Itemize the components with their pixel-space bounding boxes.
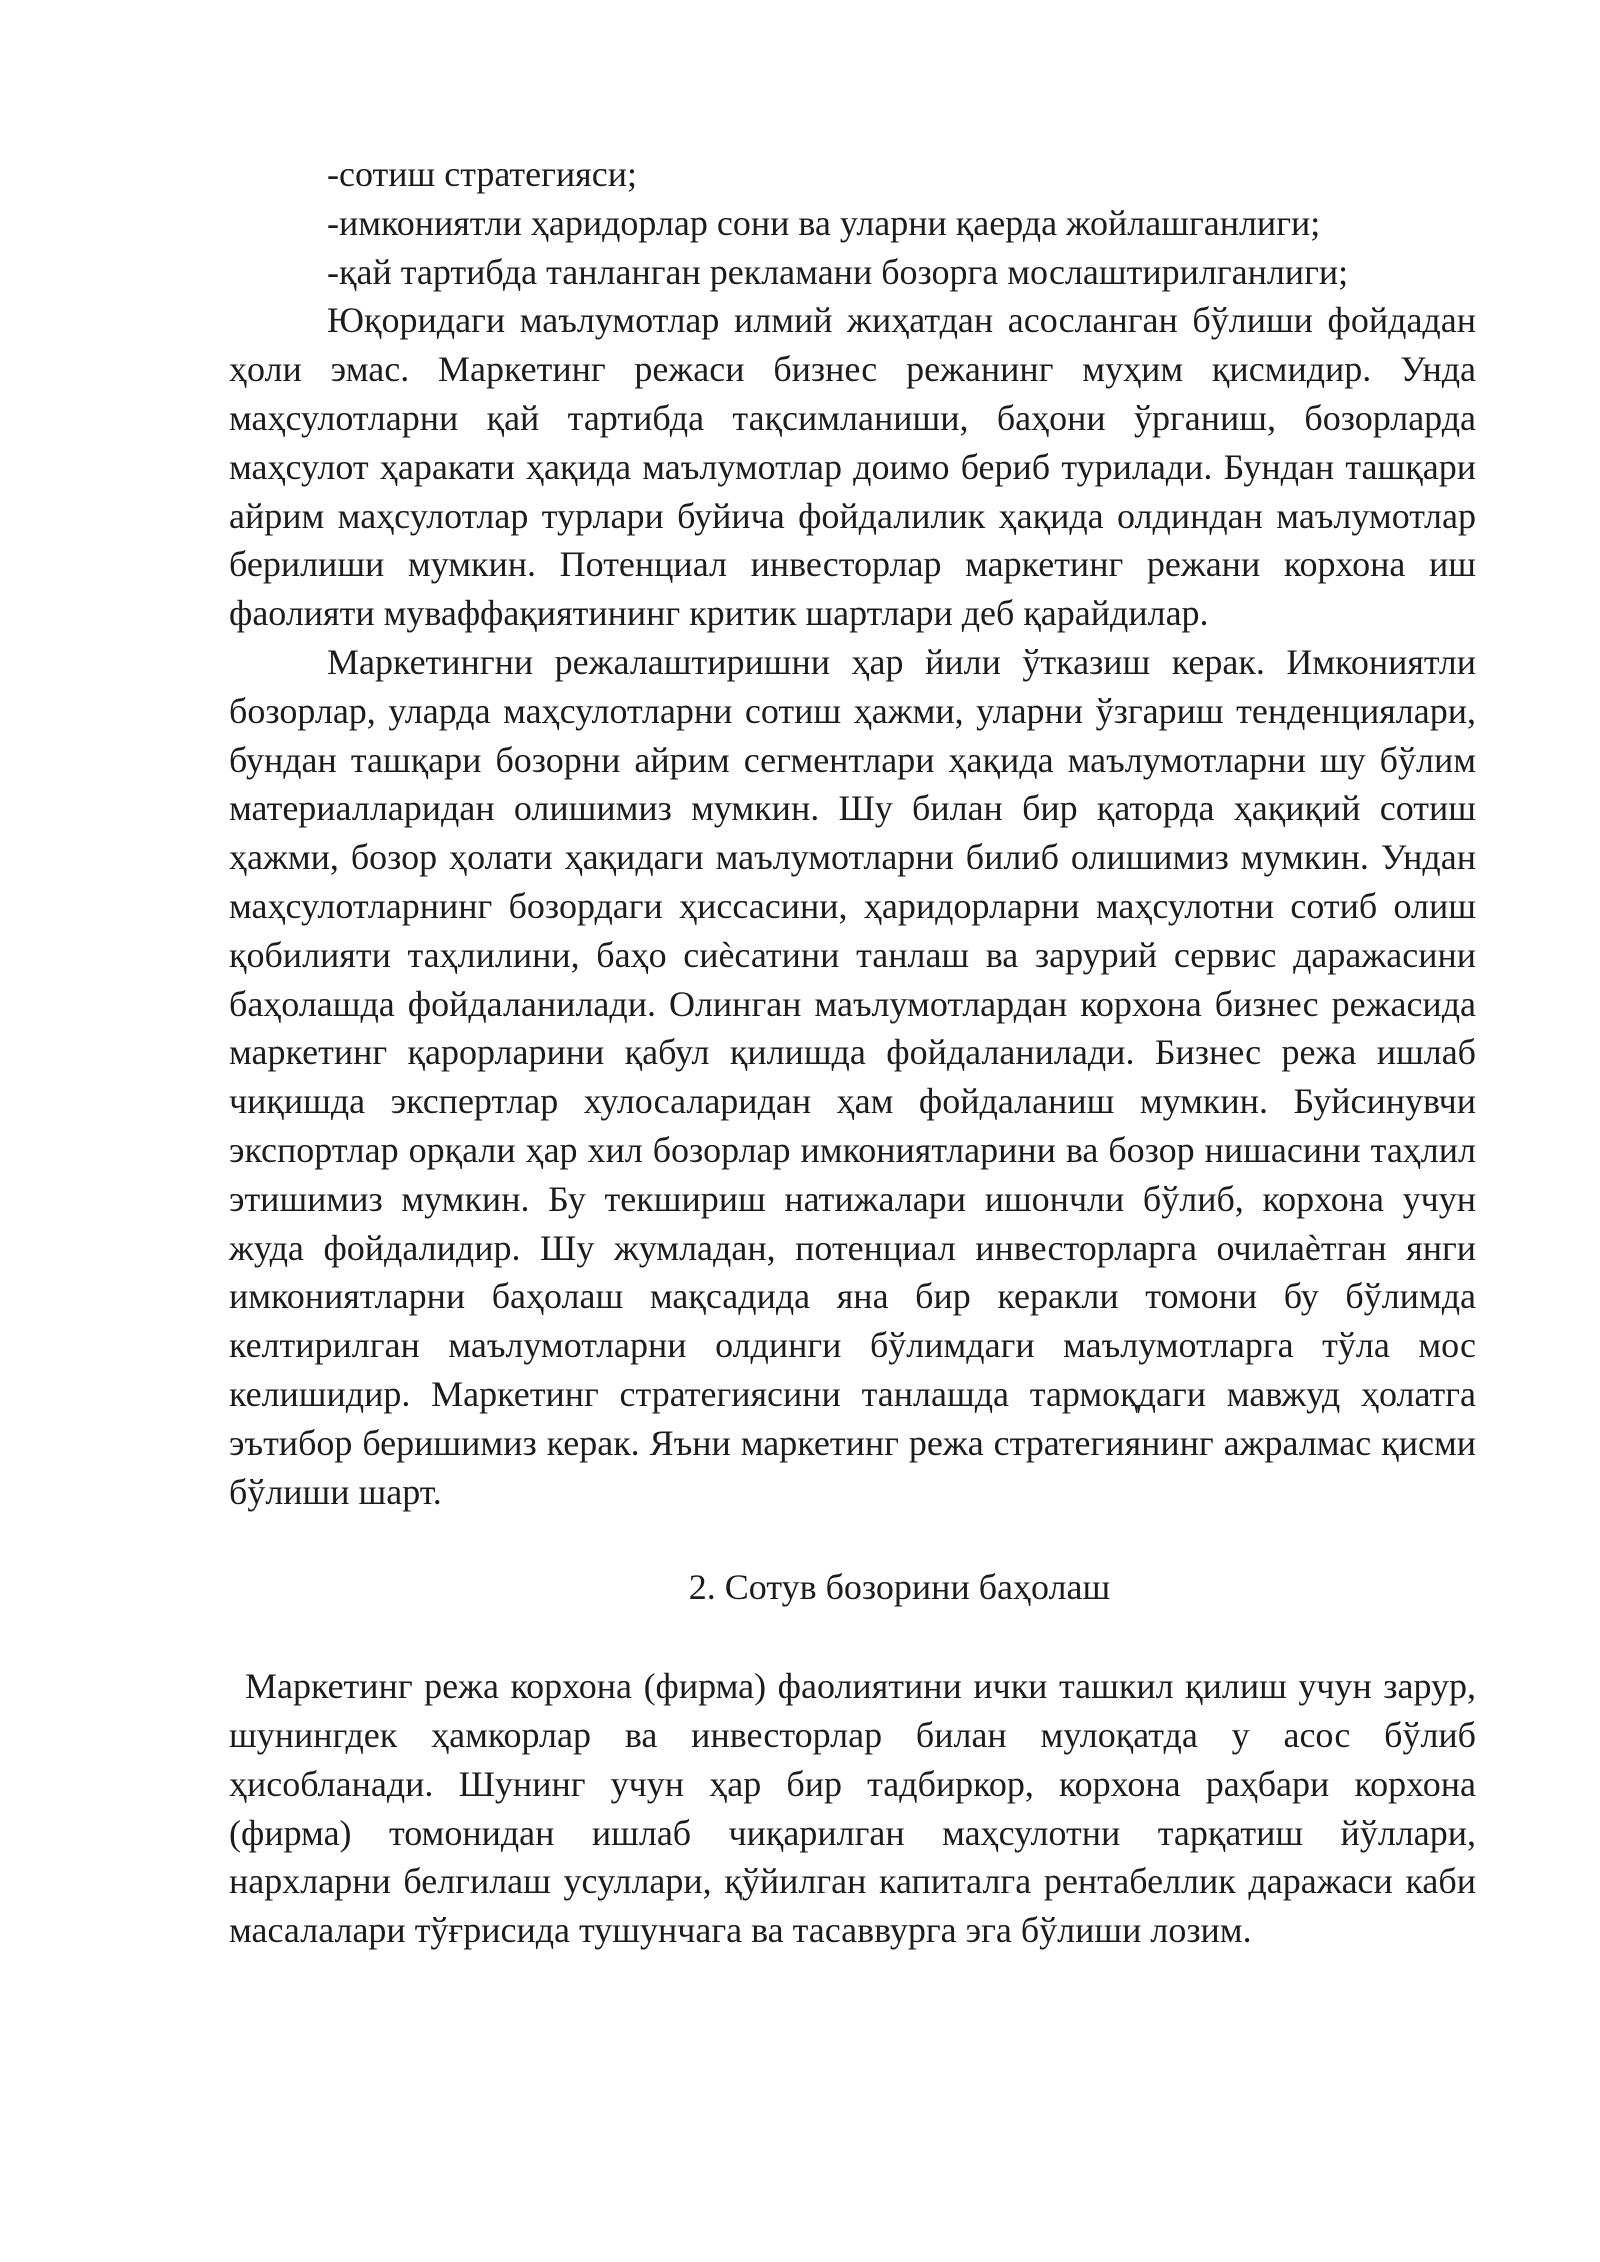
bullet-potential-buyers: -имкониятли ҳаридорлар сони ва уларни қаерда жойлашганлиги; [327,202,1321,243]
paragraph-marketing-plan-importance: Юқоридаги маълумотлар илмий жиҳатдан асосланган бўлиши фойдадан ҳоли эмас. Маркетинг режаси бизнес режанинг муҳим қисмидир. Унда маҳсулотларни қай тартибда тақсимланиши, баҳони ўрганиш, бозорларда маҳсулот ҳаракати ҳақида маълумотлар доимо бериб турилади. Бундан ташқари айрим маҳсулотлар турлари буйича фойдалилик ҳақида олдиндан маълумотлар берилиши мумкин. Потенциал инвесторлар маркетинг режани корхона иш фаолияти муваффақиятининг критик шартлари деб қарайдилар. [229,300,1476,634]
paragraph-marketing-planning: Маркетингни режалаштиришни ҳар йили ўтказиш керак. Имкониятли бозорлар, уларда маҳсулотларни сотиш ҳажми, уларни ўзгариш тенденциялари, бундан ташқари бозорни айрим сегментлари ҳақида маълумотларни шу бўлим материалларидан олишимиз мумкин. Шу билан бир қаторда ҳақиқий сотиш ҳажми, бозор ҳолати ҳақидаги маълумотларни билиб олишимиз мумкин. Ундан маҳсулотларнинг бозордаги ҳиссасини, ҳаридорларни маҳсулотни сотиб олиш қобилияти таҳлилини, баҳо сиѐсатини танлаш ва зарурий сервис даражасини баҳолашда фойдаланилади. Олинган маълумотлардан корхона бизнес режасида маркетинг қарорларини қабул қилишда фойдаланилади. Бизнес режа ишлаб чиқишда экспертлар хулосаларидан ҳам фойдаланиш мумкин. Буйсинувчи экспортлар орқали ҳар хил бозорлар имкониятларини ва бозор нишасини таҳлил этишимиз мумкин. Бу текшириш натижалари ишончли бўлиб, корхона учун жуда фойдалидир. Шу жумладан, потенциал инвесторларга очилаѐтган янги имкониятларни баҳолаш мақсадида яна бир керакли томони бу бўлимда келтирилган маълумотларни олдинги бўлимдаги маълумотларга тўла мос келишидир. Маркетинг стратегиясини танлашда тармоқдаги мавжуд ҳолатга эътибор беришимиз керак. Яъни маркетинг режа стратегиянинг ажралмас қисми бўлиши шарт. [229,641,1476,1512]
document-page [229,150,1476,1955]
section-heading-text: 2. Сотув бозорини баҳолаш [688,1567,1111,1608]
section-heading [229,1563,1476,1612]
bullet-sales-strategy: -сотиш стратегияси; [327,154,637,194]
paragraph-sales-market-assessment: Маркетинг режа корхона (фирма) фаолиятини ички ташкил қилиш учун зарур, шунингдек ҳамкорлар ва инвесторлар билан мулоқатда у асос бўлиб ҳисобланади. Шунинг учун ҳар бир тадбиркор, корхона раҳбари корхона (фирма) томонидан ишлаб чиқарилган маҳсулотни тарқатиш йўллари, нархларни белгилаш усуллари, қўйилган капиталга рентабеллик даражаси каби масалалари тўғрисида тушунчага ва тасаввурга эга бўлиши лозим. [229,1666,1476,1951]
bullet-advertising-adaptation: -қай тартибда танланган рекламани бозорга мослаштирилганлиги; [327,251,1349,292]
